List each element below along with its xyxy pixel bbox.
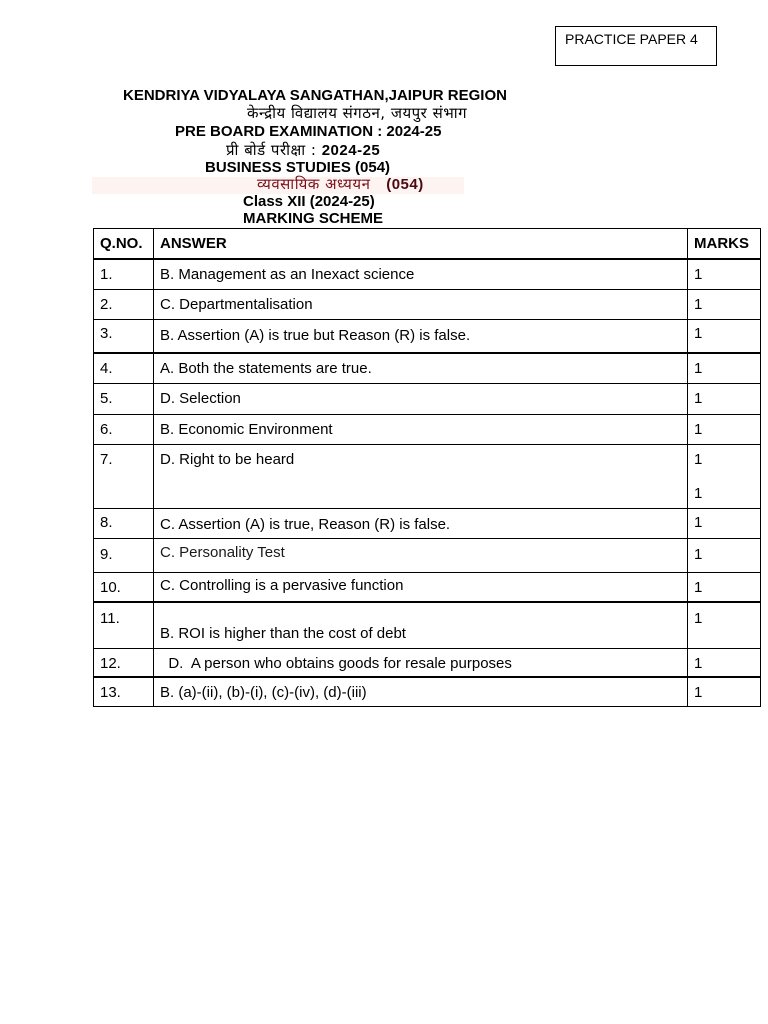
answer-text: B. (a)-(ii), (b)-(i), (c)-(iv), (d)-(iii) [154, 677, 688, 706]
marks-cell [688, 444, 761, 508]
question-number: 10. [94, 572, 154, 602]
table-row [94, 444, 761, 508]
exam-title-hindi-year: 2024-25 [321, 142, 381, 159]
answer-text: B. ROI is higher than the cost of debt [154, 602, 688, 648]
table-row [94, 289, 761, 319]
marks-value-secondary: 1 [694, 484, 703, 502]
column-header-answer: ANSWER [154, 229, 688, 260]
table-row [94, 648, 761, 677]
org-title-english: KENDRIYA VIDYALAYA SANGATHAN,JAIPUR REGION [123, 87, 507, 104]
marks-value: 1 [688, 353, 761, 383]
answer-text: D. A person who obtains goods for resale purposes [154, 648, 688, 677]
question-number: 12. [94, 648, 154, 677]
question-number: 9. [94, 538, 154, 572]
answer-text: C. Departmentalisation [154, 289, 688, 319]
marks-value: 1 [688, 319, 761, 353]
question-number: 3. [94, 319, 154, 353]
table-row [94, 508, 761, 538]
table-row [94, 572, 761, 602]
marking-scheme-title: MARKING SCHEME [243, 210, 384, 227]
table-header-row [94, 229, 761, 260]
marks-value: 1 [688, 538, 761, 572]
question-number: 2. [94, 289, 154, 319]
exam-title-hindi [226, 142, 380, 159]
exam-title-english: PRE BOARD EXAMINATION : 2024-25 [175, 123, 442, 140]
exam-title-hindi-text: प्री बोर्ड परीक्षा : [226, 141, 317, 159]
subject-title-english: BUSINESS STUDIES (054) [205, 159, 391, 176]
question-number: 8. [94, 508, 154, 538]
table-row [94, 383, 761, 414]
marks-value: 1 [688, 572, 761, 602]
marks-value: 1 [688, 677, 761, 706]
answer-text: D. Selection [154, 383, 688, 414]
answer-text: A. Both the statements are true. [154, 353, 688, 383]
question-number: 4. [94, 353, 154, 383]
table-row [94, 259, 761, 289]
subject-title-hindi-code: (054) [386, 176, 424, 193]
table-row [94, 414, 761, 444]
question-number: 11. [94, 602, 154, 648]
practice-paper-label: PRACTICE PAPER 4 [555, 26, 717, 66]
answer-text: B. Economic Environment [154, 414, 688, 444]
table-row [94, 602, 761, 648]
marks-value: 1 [688, 602, 761, 648]
question-number: 1. [94, 259, 154, 289]
table-row [94, 677, 761, 706]
marks-value: 1 [694, 450, 703, 468]
subject-title-hindi [257, 176, 424, 193]
answer-text: C. Assertion (A) is true, Reason (R) is false. [154, 508, 688, 538]
subject-title-hindi-text: व्यवसायिक अध्ययन [257, 175, 371, 193]
question-number: 7. [94, 444, 154, 508]
question-number: 5. [94, 383, 154, 414]
answer-text: C. Personality Test [154, 538, 688, 572]
column-header-qno: Q.NO. [94, 229, 154, 260]
class-title: Class XII (2024-25) [243, 193, 375, 210]
answer-text: C. Controlling is a pervasive function [154, 572, 688, 602]
answer-text: B. Assertion (A) is true but Reason (R) is false. [154, 319, 688, 353]
marks-value: 1 [688, 508, 761, 538]
column-header-marks: MARKS [688, 229, 761, 260]
table-row [94, 538, 761, 572]
marks-value: 1 [688, 414, 761, 444]
table-row [94, 319, 761, 353]
marks-value: 1 [688, 289, 761, 319]
org-title-hindi: केन्द्रीय विद्यालय संगठन, जयपुर संभाग [247, 104, 468, 122]
question-number: 13. [94, 677, 154, 706]
answer-text: B. Management as an Inexact science [154, 259, 688, 289]
question-number: 6. [94, 414, 154, 444]
marks-value: 1 [688, 648, 761, 677]
marks-value: 1 [688, 383, 761, 414]
marking-scheme-table [93, 228, 761, 707]
answer-text: D. Right to be heard [154, 444, 688, 508]
table-row [94, 353, 761, 383]
marks-value: 1 [688, 259, 761, 289]
